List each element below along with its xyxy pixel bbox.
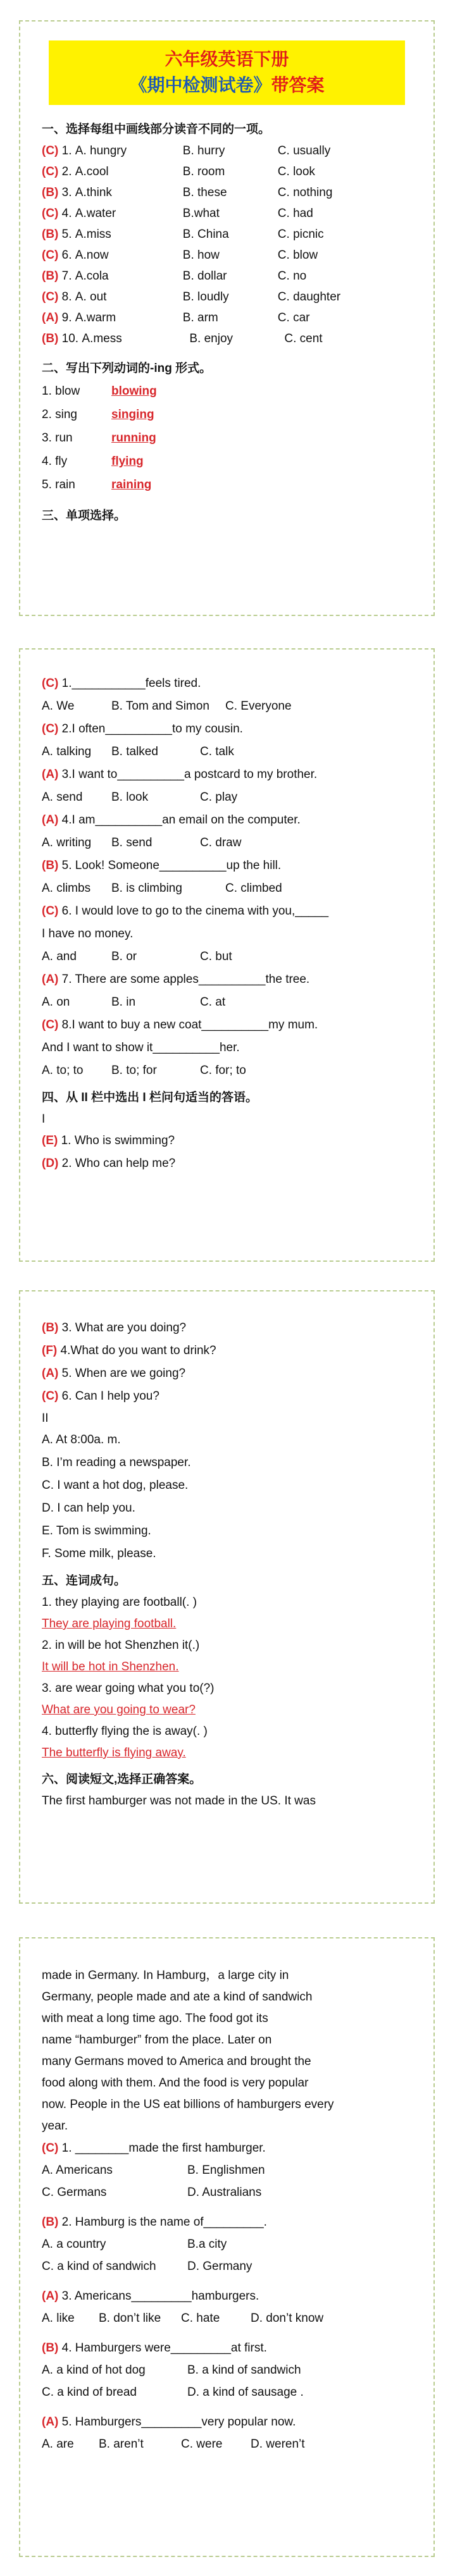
choice-question — [42, 854, 412, 877]
verb-word: 5. rain — [42, 478, 75, 491]
scrambled-words: 2. in will be hot Shenzhen it(.) — [42, 1639, 200, 1652]
passage-line: now. People in the US eat billions of hamburgers every — [42, 2098, 334, 2111]
verb-item — [42, 379, 412, 403]
question-text: 4.I am__________an email on the computer. — [61, 813, 301, 827]
choice-options — [42, 877, 412, 900]
question-text: 5. Look! Someone__________up the hill. — [61, 859, 282, 872]
phonics-item — [42, 245, 412, 266]
option-c: C. blow — [277, 249, 318, 262]
choice-options — [42, 832, 412, 854]
answer-mark: (B) — [42, 269, 59, 283]
choice-options — [42, 695, 412, 718]
passage-line: year. — [42, 2119, 68, 2133]
item-number: 5. — [61, 228, 75, 241]
question-text: 3. What are you doing? — [61, 1321, 187, 1334]
reading-option: D. Australians — [187, 2186, 262, 2199]
answer-mark: (B) — [42, 2341, 59, 2355]
phonics-item — [42, 307, 412, 328]
option-a: A. hungry — [75, 144, 127, 157]
option-a: A.water — [75, 207, 116, 220]
option-c: C. had — [277, 207, 313, 220]
question-text: 8.I want to buy a new coat__________my mum. — [61, 1018, 318, 1032]
reading-option: C. Germans — [42, 2186, 107, 2199]
reading-option: D. don’t know — [251, 2312, 324, 2325]
reading-options — [42, 2233, 412, 2255]
reading-option: B.a city — [187, 2238, 227, 2251]
option-b: B. China — [182, 228, 229, 241]
answer-mark: (C) — [42, 2142, 59, 2155]
phonics-item — [42, 140, 412, 161]
option-c: C. nothing — [277, 186, 333, 199]
reading-option: C. hate — [181, 2312, 220, 2325]
option-a: A.think — [75, 186, 112, 199]
choice-option: B. is climbing — [111, 882, 182, 895]
option-c: C. daughter — [277, 290, 341, 304]
question-gap — [42, 2203, 412, 2211]
choice-option: B. in — [111, 995, 136, 1009]
answer-mark: (B) — [42, 1321, 59, 1334]
choice-question — [42, 968, 412, 991]
section-4-col2-label: II — [42, 1412, 49, 1425]
reading-options — [42, 2307, 412, 2329]
section-3-list — [42, 672, 412, 1082]
question-text: 6. I would love to go to the cinema with you,_____ — [61, 904, 329, 918]
question-text: 5. Hamburgers_________very popular now. — [61, 2415, 296, 2429]
passage-line: name “hamburger” from the place. Later on — [42, 2033, 272, 2047]
section-1-heading: 一、选择每组中画线部分读音不同的一项。 — [42, 123, 271, 136]
answer-mark: (A) — [42, 2289, 59, 2303]
section-2-list — [42, 379, 412, 496]
choice-option: C. draw — [200, 836, 242, 849]
section-3-heading: 三、单项选择。 — [42, 509, 127, 522]
page-card-3 — [19, 1290, 435, 1904]
option-b: B. hurry — [182, 144, 225, 157]
answer-mark: (C) — [42, 677, 59, 690]
option-c: C. no — [277, 269, 307, 283]
sentence-answer: The butterfly is flying away. — [42, 1746, 186, 1759]
verb-item — [42, 473, 412, 496]
reading-options — [42, 2181, 412, 2203]
option-b: B. these — [182, 186, 227, 199]
answer-mark: (B) — [42, 186, 59, 199]
question-gap — [42, 2277, 412, 2285]
phonics-item — [42, 328, 412, 349]
page-card-4 — [19, 1937, 435, 2557]
section-5-heading: 五、连词成句。 — [42, 1574, 127, 1587]
question-gap — [42, 2403, 412, 2411]
question-text: 2. Who can help me? — [61, 1157, 176, 1170]
choice-option: A. talking — [42, 745, 92, 758]
reading-option: B. a kind of sandwich — [187, 2363, 301, 2377]
section-1-list — [42, 140, 412, 349]
reading-passage — [42, 1965, 412, 2137]
option-b: B. enjoy — [189, 332, 234, 345]
phonics-item — [42, 266, 412, 287]
reading-option: B. don’t like — [99, 2312, 161, 2325]
option-a: A.now — [75, 249, 109, 262]
match-answer: F. Some milk, please. — [42, 1547, 156, 1560]
option-b: B. arm — [182, 311, 218, 324]
sentence-answer: They are playing football. — [42, 1617, 177, 1630]
choice-option: A. We — [42, 699, 75, 713]
option-b: B. loudly — [182, 290, 229, 304]
question-gap — [42, 2455, 412, 2463]
item-number: 3. — [61, 186, 75, 199]
choice-options — [42, 786, 412, 809]
verb-answer: raining — [111, 478, 152, 491]
passage-start: The first hamburger was not made in the US. It was — [42, 1794, 316, 1808]
section-4-col1-label: I — [42, 1112, 46, 1126]
choice-option: C. at — [200, 995, 226, 1009]
answer-mark: (A) — [42, 1367, 59, 1380]
answer-mark: (A) — [42, 813, 59, 827]
section-4-questions-a — [42, 1130, 412, 1175]
choice-option: B. or — [111, 950, 137, 963]
reading-option: B. aren’t — [99, 2437, 144, 2451]
choice-option: C. play — [200, 791, 238, 804]
question-text-cont: And I want to show it__________her. — [42, 1041, 240, 1054]
option-c: C. look — [277, 165, 315, 178]
item-number: 2. — [61, 165, 75, 178]
sentence-answer: It will be hot in Shenzhen. — [42, 1660, 179, 1673]
answer-mark: (A) — [42, 768, 59, 781]
option-a: A. out — [75, 290, 107, 304]
choice-option: B. send — [111, 836, 153, 849]
answer-mark: (C) — [42, 290, 59, 304]
answer-mark: (C) — [42, 1018, 59, 1032]
phonics-item — [42, 203, 412, 224]
choice-option: A. on — [42, 995, 70, 1009]
reading-options — [42, 2433, 412, 2455]
answer-mark: (A) — [42, 973, 59, 986]
question-text: 5. When are we going? — [61, 1367, 186, 1380]
reading-question — [42, 2337, 412, 2359]
passage-line: Germany, people made and ate a kind of sandwich — [42, 1990, 313, 2004]
choice-option: C. for; to — [200, 1064, 246, 1077]
item-number: 10. — [61, 332, 82, 345]
question-text: 3. Americans_________hamburgers. — [61, 2289, 259, 2303]
phonics-item — [42, 182, 412, 203]
verb-answer: singing — [111, 408, 154, 421]
question-text: 1. Who is swimming? — [61, 1134, 175, 1147]
option-b: B. room — [182, 165, 225, 178]
phonics-item — [42, 224, 412, 245]
reading-options — [42, 2381, 412, 2403]
section-6-heading: 六、阅读短文,选择正确答案。 — [42, 1773, 202, 1786]
choice-option: C. talk — [200, 745, 234, 758]
choice-question — [42, 900, 412, 923]
choice-option: A. climbs — [42, 882, 91, 895]
choice-option: A. to; to — [42, 1064, 84, 1077]
option-b: B. how — [182, 249, 220, 262]
question-text: 2.I often__________to my cousin. — [61, 722, 243, 736]
match-question — [42, 1340, 412, 1362]
answer-mark: (C) — [42, 904, 59, 918]
choice-option: C. but — [200, 950, 232, 963]
choice-option: C. Everyone — [225, 699, 292, 713]
option-a: A.cool — [75, 165, 109, 178]
item-number: 6. — [61, 249, 75, 262]
answer-mark: (B) — [42, 2215, 59, 2229]
answer-mark: (C) — [42, 249, 59, 262]
reading-option: C. a kind of sandwich — [42, 2260, 156, 2273]
passage-line: with meat a long time ago. The food got its — [42, 2012, 268, 2025]
match-answer: C. I want a hot dog, please. — [42, 1479, 189, 1492]
verb-word: 1. blow — [42, 385, 80, 398]
item-number: 9. — [61, 311, 75, 324]
match-question — [42, 1130, 412, 1152]
title-line-2: 《期中检测试卷》带答案 — [129, 75, 325, 95]
reading-option: D. Germany — [187, 2260, 252, 2273]
sentence-answer: What are you going to wear? — [42, 1703, 196, 1716]
match-question — [42, 1385, 412, 1408]
passage-line: made in Germany. In Hamburg，a large city in — [42, 1969, 289, 1982]
reading-options — [42, 2255, 412, 2277]
match-answer: B. I’m reading a newspaper. — [42, 1456, 191, 1469]
reading-option: C. a kind of bread — [42, 2386, 137, 2399]
reading-question — [42, 2285, 412, 2307]
match-answer: D. I can help you. — [42, 1501, 135, 1515]
title-line-1: 六年级英语下册 — [165, 49, 289, 69]
match-answer: A. At 8:00a. m. — [42, 1433, 121, 1446]
match-answer: E. Tom is swimming. — [42, 1524, 151, 1538]
title-banner — [49, 40, 405, 105]
choice-options — [42, 1059, 412, 1082]
verb-answer: blowing — [111, 385, 157, 398]
choice-option: A. and — [42, 950, 77, 963]
option-b: B.what — [182, 207, 220, 220]
question-text: 4.What do you want to drink? — [60, 1344, 216, 1357]
choice-question — [42, 763, 412, 786]
verb-word: 4. fly — [42, 455, 68, 468]
reading-option: B. Englishmen — [187, 2164, 265, 2177]
question-text: 1. ________made the first hamburger. — [61, 2142, 266, 2155]
section-4-questions-b — [42, 1317, 412, 1408]
reading-option: D. a kind of sausage . — [187, 2386, 304, 2399]
choice-option: B. to; for — [111, 1064, 157, 1077]
page-card-2 — [19, 648, 435, 1262]
option-c: C. cent — [284, 332, 323, 345]
answer-mark: (C) — [42, 207, 59, 220]
verb-word: 3. run — [42, 431, 73, 445]
scrambled-words: 1. they playing are football(. ) — [42, 1596, 197, 1609]
reading-question — [42, 2137, 412, 2159]
phonics-item — [42, 287, 412, 307]
option-a: A.warm — [75, 311, 116, 324]
section-4-answers — [42, 1429, 412, 1565]
choice-options — [42, 741, 412, 763]
option-b: B. dollar — [182, 269, 227, 283]
question-text: 4. Hamburgers were_________at first. — [61, 2341, 267, 2355]
reading-option: C. were — [181, 2437, 223, 2451]
match-question — [42, 1317, 412, 1340]
choice-option: A. send — [42, 791, 83, 804]
verb-answer: running — [111, 431, 156, 445]
question-text-cont: I have no money. — [42, 927, 134, 940]
passage-line: many Germans moved to America and brought the — [42, 2055, 311, 2068]
scrambled-words: 4. butterfly flying the is away(. ) — [42, 1725, 208, 1738]
answer-mark: (B) — [42, 228, 59, 241]
choice-option: A. writing — [42, 836, 92, 849]
reading-question — [42, 2411, 412, 2433]
answer-mark: (C) — [42, 722, 59, 736]
choice-question — [42, 809, 412, 832]
verb-word: 2. sing — [42, 408, 77, 421]
reading-option: A. a country — [42, 2238, 106, 2251]
section-2-heading: 二、写出下列动词的-ing 形式。 — [42, 362, 212, 375]
answer-mark: (B) — [42, 332, 59, 345]
reading-option: A. a kind of hot dog — [42, 2363, 146, 2377]
choice-option: B. talked — [111, 745, 158, 758]
item-number: 7. — [61, 269, 75, 283]
answer-mark: (E) — [42, 1134, 58, 1147]
answer-mark: (D) — [42, 1157, 59, 1170]
reading-option: D. weren’t — [251, 2437, 305, 2451]
question-text: 1.___________feels tired. — [61, 677, 201, 690]
choice-option: B. look — [111, 791, 149, 804]
match-question — [42, 1152, 412, 1175]
answer-mark: (B) — [42, 859, 59, 872]
verb-item — [42, 450, 412, 473]
phonics-item — [42, 161, 412, 182]
option-a: A.miss — [75, 228, 111, 241]
choice-option: B. Tom and Simon — [111, 699, 209, 713]
item-number: 8. — [61, 290, 75, 304]
option-c: C. usually — [277, 144, 331, 157]
answer-mark: (C) — [42, 144, 59, 157]
choice-question — [42, 672, 412, 695]
question-text: 7. There are some apples__________the tree. — [61, 973, 310, 986]
verb-item — [42, 426, 412, 450]
answer-mark: (A) — [42, 2415, 59, 2429]
section-6-list — [42, 2137, 412, 2463]
scrambled-words: 3. are wear going what you to(?) — [42, 1682, 215, 1695]
verb-item — [42, 403, 412, 426]
choice-options — [42, 946, 412, 968]
reading-options — [42, 2159, 412, 2181]
question-text: 6. Can I help you? — [61, 1390, 159, 1403]
reading-question — [42, 2211, 412, 2233]
option-a: A.mess — [82, 332, 122, 345]
answer-mark: (C) — [42, 1390, 59, 1403]
option-c: C. picnic — [277, 228, 324, 241]
question-text: 2. Hamburg is the name of_________. — [61, 2215, 267, 2229]
answer-mark: (F) — [42, 1344, 58, 1357]
answer-mark: (A) — [42, 311, 59, 324]
verb-answer: flying — [111, 455, 144, 468]
section-4-heading: 四、从 II 栏中选出 I 栏问句适当的答语。 — [42, 1091, 258, 1104]
reading-options — [42, 2359, 412, 2381]
choice-question — [42, 1014, 412, 1037]
reading-option: A. are — [42, 2437, 74, 2451]
match-question — [42, 1362, 412, 1385]
item-number: 1. — [61, 144, 75, 157]
reading-option: A. Americans — [42, 2164, 113, 2177]
choice-options — [42, 991, 412, 1014]
item-number: 4. — [61, 207, 75, 220]
option-a: A.cola — [75, 269, 109, 283]
reading-option: A. like — [42, 2312, 75, 2325]
choice-question — [42, 718, 412, 741]
choice-option: C. climbed — [225, 882, 282, 895]
section-5-list — [42, 1592, 412, 1764]
option-c: C. car — [277, 311, 310, 324]
passage-line: food along with them. And the food is very popular — [42, 2076, 309, 2090]
answer-mark: (C) — [42, 165, 59, 178]
question-gap — [42, 2329, 412, 2337]
question-text: 3.I want to__________a postcard to my brother. — [61, 768, 318, 781]
page-card-1 — [19, 20, 435, 616]
